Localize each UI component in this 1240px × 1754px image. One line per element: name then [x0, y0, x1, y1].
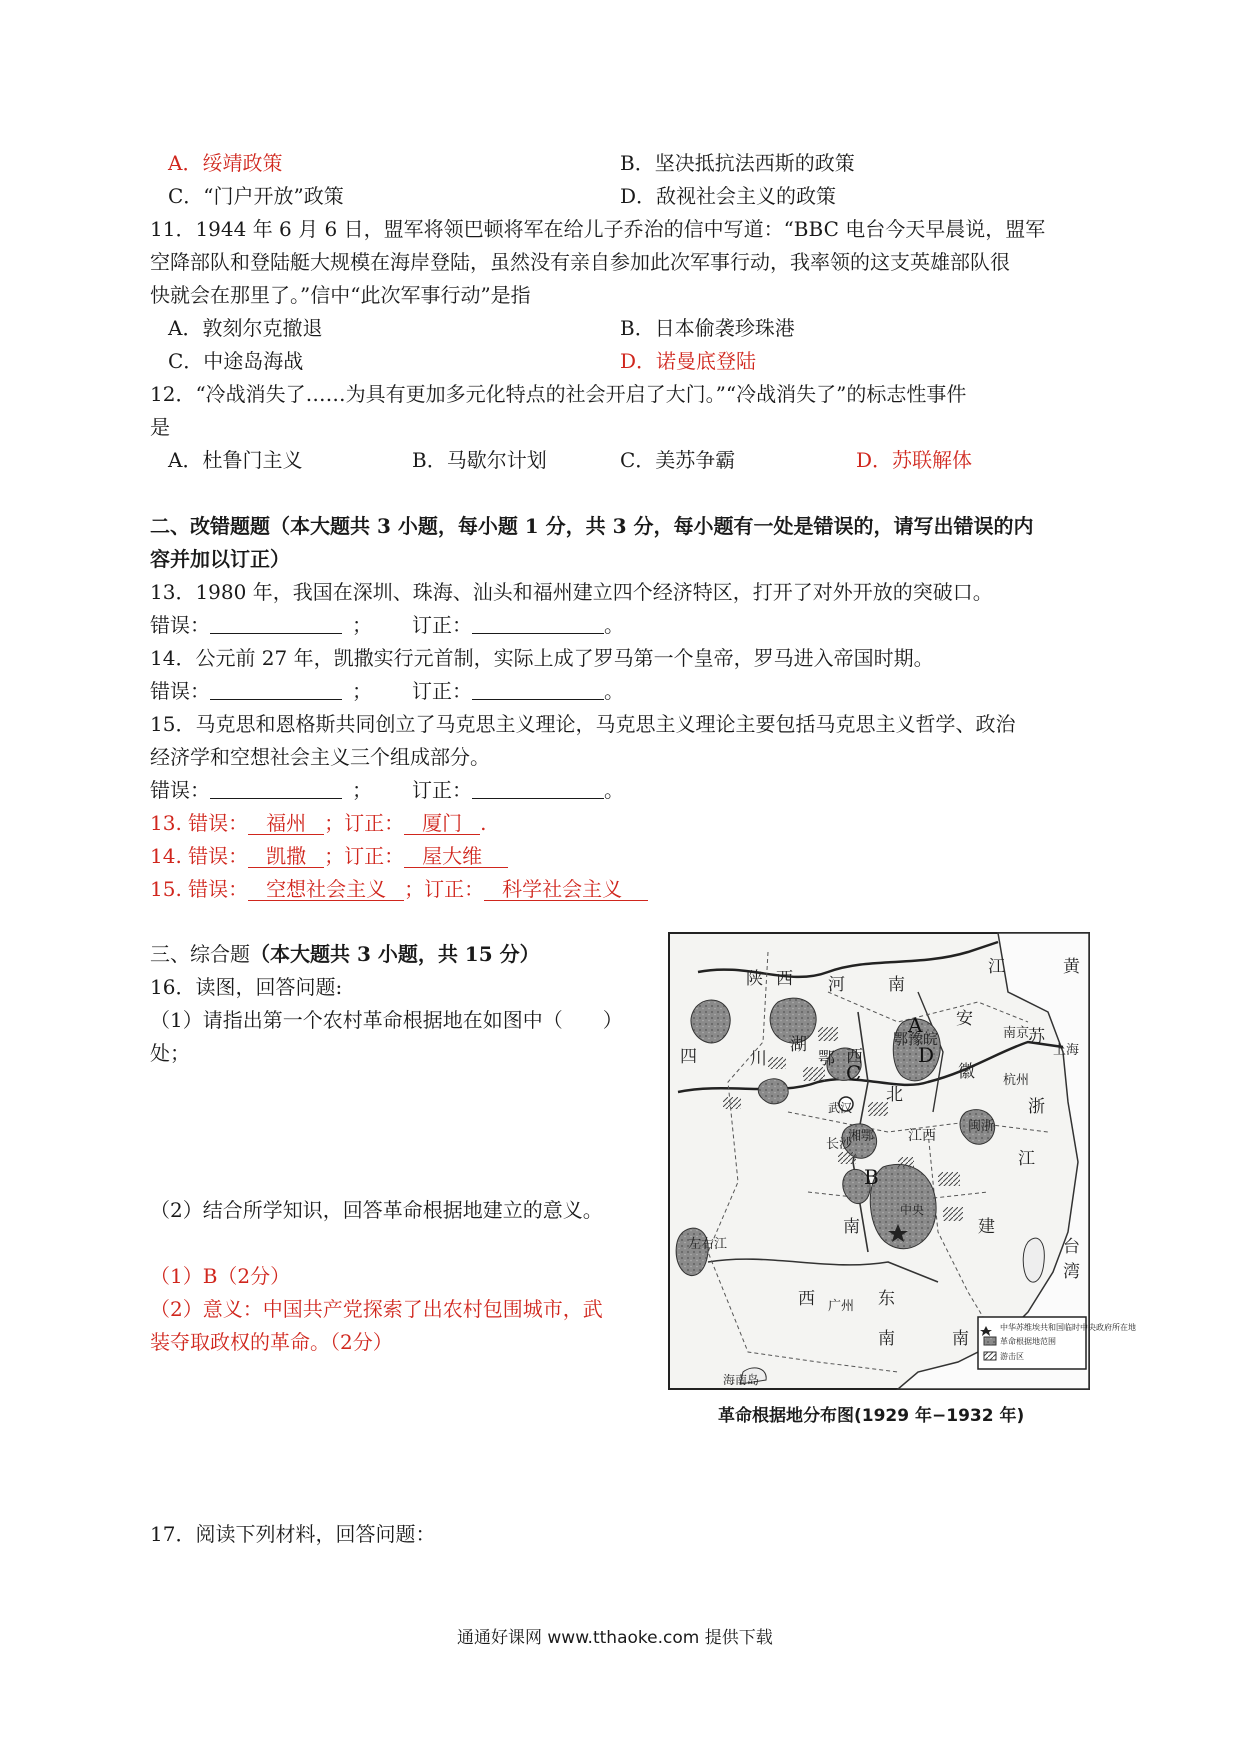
label-tai: 台 — [1063, 1237, 1080, 1257]
q16-part1-line2: 处； — [150, 1041, 190, 1065]
q15-stem-line1: 15．马克思和恩格斯共同创立了马克思主义理论，马克思主义理论主要包括马克思主义哲学、政治 — [150, 712, 1016, 736]
q11-option-b: B．日本偷袭珍珠港 — [620, 316, 795, 340]
legend-item-2: 革命根据地范围 — [1000, 1337, 1056, 1346]
q16-part1-line1: （1）请指出第一个农村革命根据地在如图中（ ） — [150, 1008, 623, 1032]
label-henan-1: 河 — [828, 975, 845, 995]
fix-label: 订正： — [412, 778, 472, 802]
answer-13 — [150, 813, 487, 835]
q16-answer-2-line1: （2）意义：中国共产党探索了出农村包围城市，武 — [150, 1297, 603, 1321]
label-eyuwan: 鄂豫皖 — [893, 1030, 939, 1048]
separator: ； — [352, 778, 372, 802]
label-si: 四 — [680, 1047, 697, 1067]
q10-option-b: B．坚决抵抗法西斯的政策 — [620, 151, 855, 175]
section2-title-line1: 二、改错题题（本大题共 3 小题，每小题 1 分，共 3 分，每小题有一处是错误的，请写出错误的内 — [150, 514, 1034, 538]
answer-13-prefix: 13. 错误： — [150, 811, 249, 835]
error-blank — [210, 615, 342, 634]
label-su: 苏 — [1028, 1027, 1045, 1047]
label-xianggan: 湘鄂 — [848, 1129, 875, 1144]
label-hainan: 海南岛 — [723, 1373, 760, 1387]
section3-title-bold: （本大题共 3 小题，共 15 分） — [250, 942, 540, 966]
q13-stem: 13．1980 年，我国在深圳、珠海、汕头和福州建立四个经济特区，打开了对外开放的突破口。 — [150, 580, 993, 604]
page-footer: 通通好课网 www.tthaoke.com 提供下载 — [457, 1628, 773, 1648]
q17-stem: 17．阅读下列材料，回答问题： — [150, 1522, 436, 1546]
q10-option-d: D．敌视社会主义的政策 — [620, 184, 837, 208]
marker-d: D — [918, 1043, 935, 1067]
end-mark: 。 — [604, 613, 624, 637]
marker-a: A — [908, 1013, 923, 1037]
q12-option-a: A．杜鲁门主义 — [168, 448, 303, 472]
label-shanghai: 上海 — [1053, 1043, 1080, 1058]
q16-stem: 16．读图，回答问题: — [150, 975, 343, 999]
error-blank — [210, 681, 342, 700]
label-dong: 东 — [878, 1289, 895, 1309]
label-e: 鄂 — [818, 1049, 835, 1069]
label-jiangxi: 江西 — [908, 1128, 936, 1144]
label-hangzhou: 杭州 — [1003, 1073, 1030, 1088]
q10-option-a: A．绥靖政策 — [168, 151, 283, 175]
separator: ； — [352, 613, 372, 637]
end-mark: 。 — [604, 679, 624, 703]
fix-label: 订正： — [412, 613, 472, 637]
label-nan-mid: 南 — [843, 1217, 860, 1237]
answer-14-mid: ；订正： — [324, 844, 405, 868]
section3-title-plain: 三、综合题 — [150, 942, 250, 966]
label-bei: 北 — [886, 1085, 903, 1105]
label-wuhan: 武汉 — [828, 1101, 853, 1115]
answer-15-error: 空想社会主义 — [248, 879, 404, 901]
q11-stem-line1: 11．1944 年 6 月 6 日，盟军将领巴顿将军在给儿子乔治的信中写道：“BBC 电台今天早晨说，盟军 — [150, 217, 1046, 241]
q12-option-b: B．马歇尔计划 — [412, 448, 547, 472]
label-chuan: 川 — [750, 1049, 767, 1069]
label-zuoyoujiang: 左右江 — [688, 1237, 728, 1252]
answer-13-error: 福州 — [248, 813, 324, 835]
q14-stem: 14．公元前 27 年，凯撒实行元首制，实际上成了罗马第一个皇帝，罗马进入帝国时期。 — [150, 646, 934, 670]
q13-blank-row — [150, 615, 624, 635]
fix-blank — [472, 780, 604, 799]
answer-14 — [150, 846, 508, 868]
label-zhongyang: 中央 — [900, 1203, 925, 1217]
label-jiang: 江 — [988, 957, 1005, 977]
fix-blank — [472, 681, 604, 700]
label-jiang2: 江 — [1018, 1149, 1035, 1169]
map-svg — [668, 932, 1136, 1390]
q10-option-c: C．“门户开放”政策 — [168, 184, 344, 208]
end-mark: 。 — [604, 778, 624, 802]
label-zhe: 浙 — [1028, 1097, 1045, 1117]
q11-option-c: C．中途岛海战 — [168, 349, 304, 373]
answer-15-mid: ；订正： — [404, 877, 485, 901]
q15-stem-line2: 经济学和空想社会主义三个组成部分。 — [150, 745, 490, 769]
label-nan-bottom2: 南 — [952, 1329, 969, 1349]
q16-part2: （2）结合所学知识，回答革命根据地建立的意义。 — [150, 1198, 603, 1222]
q16-answer-2-line2: 装夺取政权的革命。（2分） — [150, 1330, 393, 1354]
answer-14-fix: 屋大维 — [404, 846, 508, 868]
label-xi: 西 — [846, 1047, 863, 1067]
q11-option-d: D．诺曼底登陆 — [620, 349, 757, 373]
marker-b: B — [864, 1165, 879, 1189]
error-blank — [210, 780, 342, 799]
label-shaanxi-2: 西 — [776, 969, 793, 989]
label-huang: 黄 — [1063, 957, 1080, 977]
section3-title — [150, 944, 540, 964]
map-caption: 革命根据地分布图(1929 年−1932 年) — [718, 1406, 1025, 1426]
section2-title-line2: 容并加以订正） — [150, 547, 290, 571]
q12-stem-line2: 是 — [150, 415, 170, 439]
error-label: 错误： — [150, 613, 210, 637]
error-label: 错误： — [150, 778, 210, 802]
label-xi2: 西 — [798, 1289, 815, 1309]
label-henan-2: 南 — [888, 975, 905, 995]
legend-item-1: 中华苏维埃共和国临时中央政府所在地 — [1000, 1323, 1136, 1332]
fix-label: 订正： — [412, 679, 472, 703]
label-guangzhou: 广州 — [828, 1299, 855, 1314]
answer-13-mid: ；订正： — [324, 811, 405, 835]
label-shaanxi-1: 陕 — [746, 969, 763, 989]
answer-15-prefix: 15. 错误： — [150, 877, 249, 901]
answer-14-prefix: 14. 错误： — [150, 844, 249, 868]
q11-stem-line2: 空降部队和登陆艇大规模在海岸登陆，虽然没有亲自参加此次军事行动，我率领的这支英雄部队很 — [150, 250, 1010, 274]
answer-15-fix: 科学社会主义 — [484, 879, 648, 901]
q16-answer-1: （1）B（2分） — [150, 1264, 291, 1288]
q12-stem-line1: 12．“冷战消失了……为具有更加多元化特点的社会开启了大门。”“冷战消失了”的标志性事件 — [150, 382, 967, 406]
label-changsha: 长沙 — [826, 1137, 853, 1152]
label-wan: 湾 — [1063, 1262, 1080, 1282]
answer-13-end: . — [480, 811, 487, 835]
separator: ； — [352, 679, 372, 703]
label-nan-bottom1: 南 — [878, 1329, 895, 1349]
label-minzhe: 闽浙 — [968, 1119, 995, 1134]
answer-15 — [150, 879, 648, 901]
error-label: 错误： — [150, 679, 210, 703]
label-nanjing: 南京 — [1003, 1026, 1030, 1041]
q12-option-c: C．美苏争霸 — [620, 448, 736, 472]
marker-c: C — [846, 1061, 862, 1085]
answer-14-error: 凯撒 — [248, 846, 324, 868]
q11-option-a: A．敦刻尔克撤退 — [168, 316, 323, 340]
legend-item-3: 游击区 — [1000, 1352, 1024, 1361]
q14-blank-row — [150, 681, 624, 701]
fix-blank — [472, 615, 604, 634]
answer-13-fix: 厦门 — [404, 813, 480, 835]
revolution-base-map — [668, 932, 1136, 1390]
label-an: 安 — [956, 1009, 973, 1029]
label-jian: 建 — [978, 1217, 995, 1237]
label-hui: 徽 — [958, 1062, 975, 1082]
q12-option-d: D．苏联解体 — [856, 448, 973, 472]
q11-stem-line3: 快就会在那里了。”信中“此次军事行动”是指 — [150, 283, 531, 307]
q15-blank-row — [150, 780, 624, 800]
label-hu: 湖 — [790, 1035, 807, 1055]
